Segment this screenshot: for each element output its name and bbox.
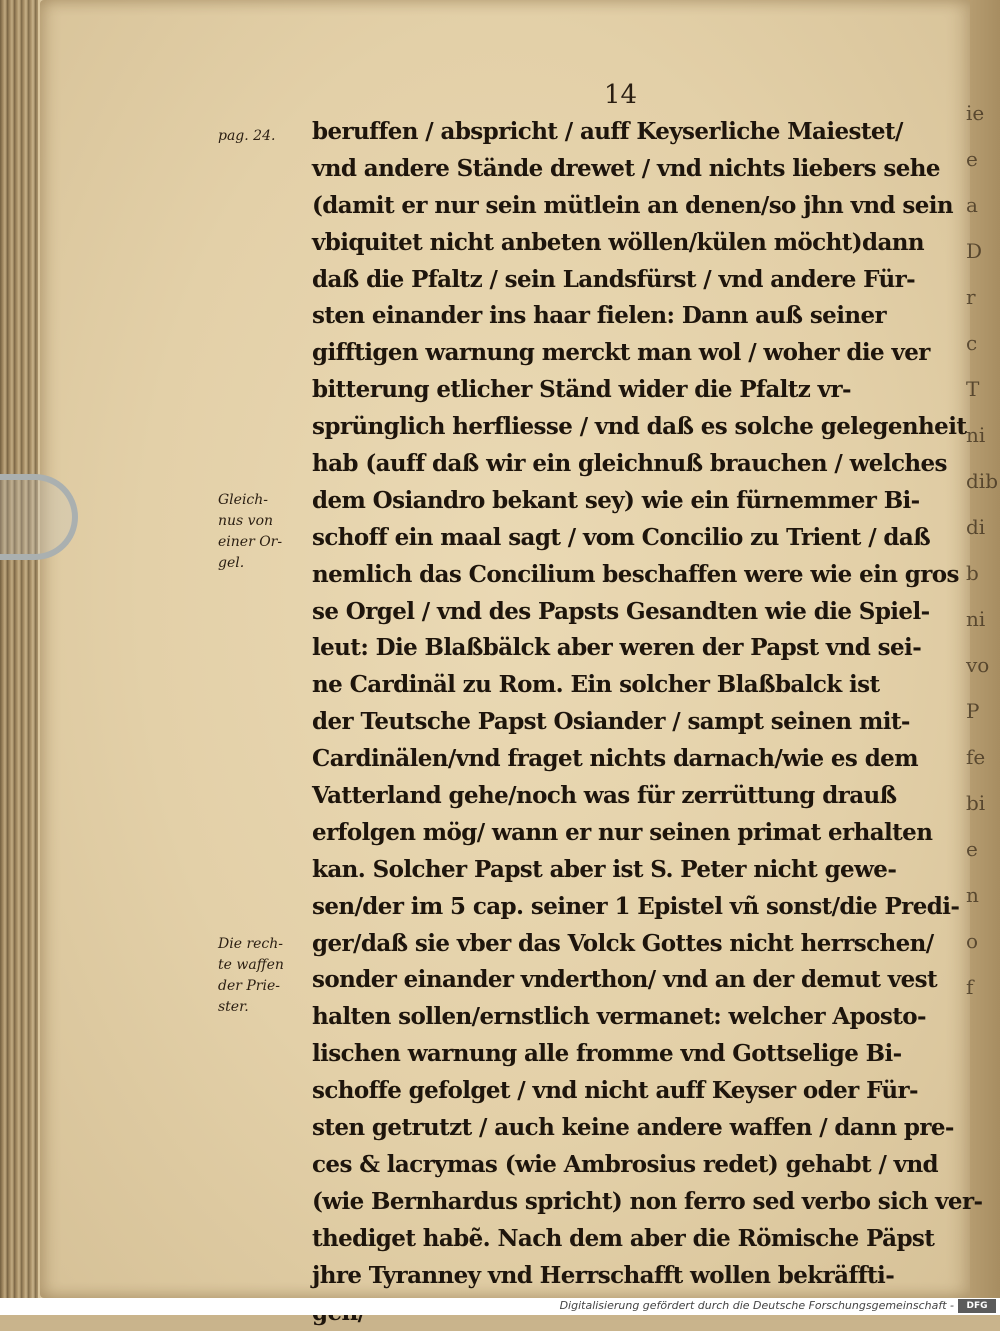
margin-note-line: ster.	[218, 997, 284, 1018]
text-line: se Orgel / vnd des Papsts Gesandten wie die Spiel-	[312, 594, 942, 631]
left-page-stack-edge	[0, 0, 38, 1298]
text-line: erfolgen mög/ wann er nur seinen primat erhalten	[312, 815, 942, 852]
text-line: schoff ein maal sagt / vom Concilio zu Trient / daß	[312, 520, 942, 557]
margin-note-line: Gleich-	[218, 490, 282, 511]
text-line: beruffen / abspricht / auff Keyserliche Maiestet/	[312, 114, 942, 151]
text-line: ces & lacrymas (wie Ambrosius redet) gehabt / vnd	[312, 1147, 942, 1184]
edge-glyph: ie	[966, 90, 1000, 136]
text-line: Cardinälen/vnd fraget nichts darnach/wie es dem	[312, 741, 942, 778]
text-line: kan. Solcher Papst aber ist S. Peter nicht gewe-	[312, 852, 942, 889]
edge-glyph: o	[966, 918, 1000, 964]
text-line: nemlich das Concilium beschaffen were wie ein gros	[312, 557, 942, 594]
footer-bar	[0, 1298, 1000, 1315]
text-line: daß die Pfaltz / sein Landsfürst / vnd andere Für-	[312, 262, 942, 299]
text-line: gifftigen warnung merckt man wol / woher die ver	[312, 335, 942, 372]
text-line: ne Cardinäl zu Rom. Ein solcher Blaßbalck ist	[312, 667, 942, 704]
text-line: ger/daß sie vber das Volck Gottes nicht herrschen/	[312, 926, 942, 963]
edge-glyph: c	[966, 320, 1000, 366]
text-line: lischen warnung alle fromme vnd Gottselige Bi-	[312, 1036, 942, 1073]
text-line: dem Osiandro bekant sey) wie ein fürnemmer Bi-	[312, 483, 942, 520]
edge-glyph: fe	[966, 734, 1000, 780]
text-line: jhre Tyranney vnd Herrschafft wollen bekräffti-	[312, 1258, 942, 1295]
edge-glyph: f	[966, 964, 1000, 1010]
margin-note-line: einer Or-	[218, 532, 282, 553]
edge-glyph: P	[966, 688, 1000, 734]
edge-glyph: n	[966, 872, 1000, 918]
edge-glyph: D	[966, 228, 1000, 274]
edge-glyph: r	[966, 274, 1000, 320]
margin-note-line: Die rech-	[218, 934, 284, 955]
margin-note-line: te waffen	[218, 955, 284, 976]
edge-glyph: e	[966, 826, 1000, 872]
edge-glyph: a	[966, 182, 1000, 228]
dfg-logo: DFG	[958, 1299, 996, 1313]
edge-glyph: ni	[966, 596, 1000, 642]
edge-glyph: dib	[966, 458, 1000, 504]
edge-glyph: di	[966, 504, 1000, 550]
edge-glyph: e	[966, 136, 1000, 182]
margin-note-line: gel.	[218, 553, 282, 574]
edge-glyph: b	[966, 550, 1000, 596]
page-number: 14	[604, 80, 637, 110]
text-line: (wie Bernhardus spricht) non ferro sed verbo sich ver-	[312, 1184, 942, 1221]
text-line: thediget habẽ. Nach dem aber die Römische Päpst	[312, 1221, 942, 1258]
text-line: vnd andere Stände drewet / vnd nichts liebers sehe	[312, 151, 942, 188]
text-line: hab (auff daß wir ein gleichnuß brauchen / welches	[312, 446, 942, 483]
edge-glyph: vo	[966, 642, 1000, 688]
edge-glyph: ni	[966, 412, 1000, 458]
text-line: (damit er nur sein mütlein an denen/so jhn vnd sein	[312, 188, 942, 225]
edge-glyph: bi	[966, 780, 1000, 826]
text-line: vbiquitet nicht anbeten wöllen/külen möcht)dann	[312, 225, 942, 262]
text-line: schoffe gefolget / vnd nicht auff Keyser oder Für-	[312, 1073, 942, 1110]
margin-note-line: pag. 24.	[218, 126, 275, 147]
text-line: der Teutsche Papst Osiander / sampt seinen mit-	[312, 704, 942, 741]
margin-note-line: der Prie-	[218, 976, 284, 997]
margin-note-line: nus von	[218, 511, 282, 532]
margin-note-page-reference	[218, 126, 275, 147]
margin-note-priests-weapons	[218, 934, 284, 1018]
edge-glyph: T	[966, 366, 1000, 412]
text-line: sprünglich herfliesse / vnd daß es solche gelegenheit	[312, 409, 942, 446]
facing-page-edge-text	[966, 90, 1000, 1090]
text-line: leut: Die Blaßbälck aber weren der Papst vnd sei-	[312, 630, 942, 667]
text-line: sen/der im 5 cap. seiner 1 Epistel vñ sonst/die Predi-	[312, 889, 942, 926]
body-text	[312, 114, 942, 1331]
text-line: bitterung etlicher Ständ wider die Pfaltz vr-	[312, 372, 942, 409]
text-line: Vatterland gehe/noch was für zerrüttung drauß	[312, 778, 942, 815]
text-line: sonder einander vnderthon/ vnd an der demut vest	[312, 962, 942, 999]
margin-note-organ-parable	[218, 490, 282, 574]
text-line: sten getrutzt / auch keine andere waffen / dann pre-	[312, 1110, 942, 1147]
text-line: halten sollen/ernstlich vermanet: welcher Aposto-	[312, 999, 942, 1036]
text-line: sten einander ins haar fielen: Dann auß seiner	[312, 298, 942, 335]
funding-notice: Digitalisierung gefördert durch die Deutsche Forschungsgemeinschaft -	[560, 1299, 954, 1312]
